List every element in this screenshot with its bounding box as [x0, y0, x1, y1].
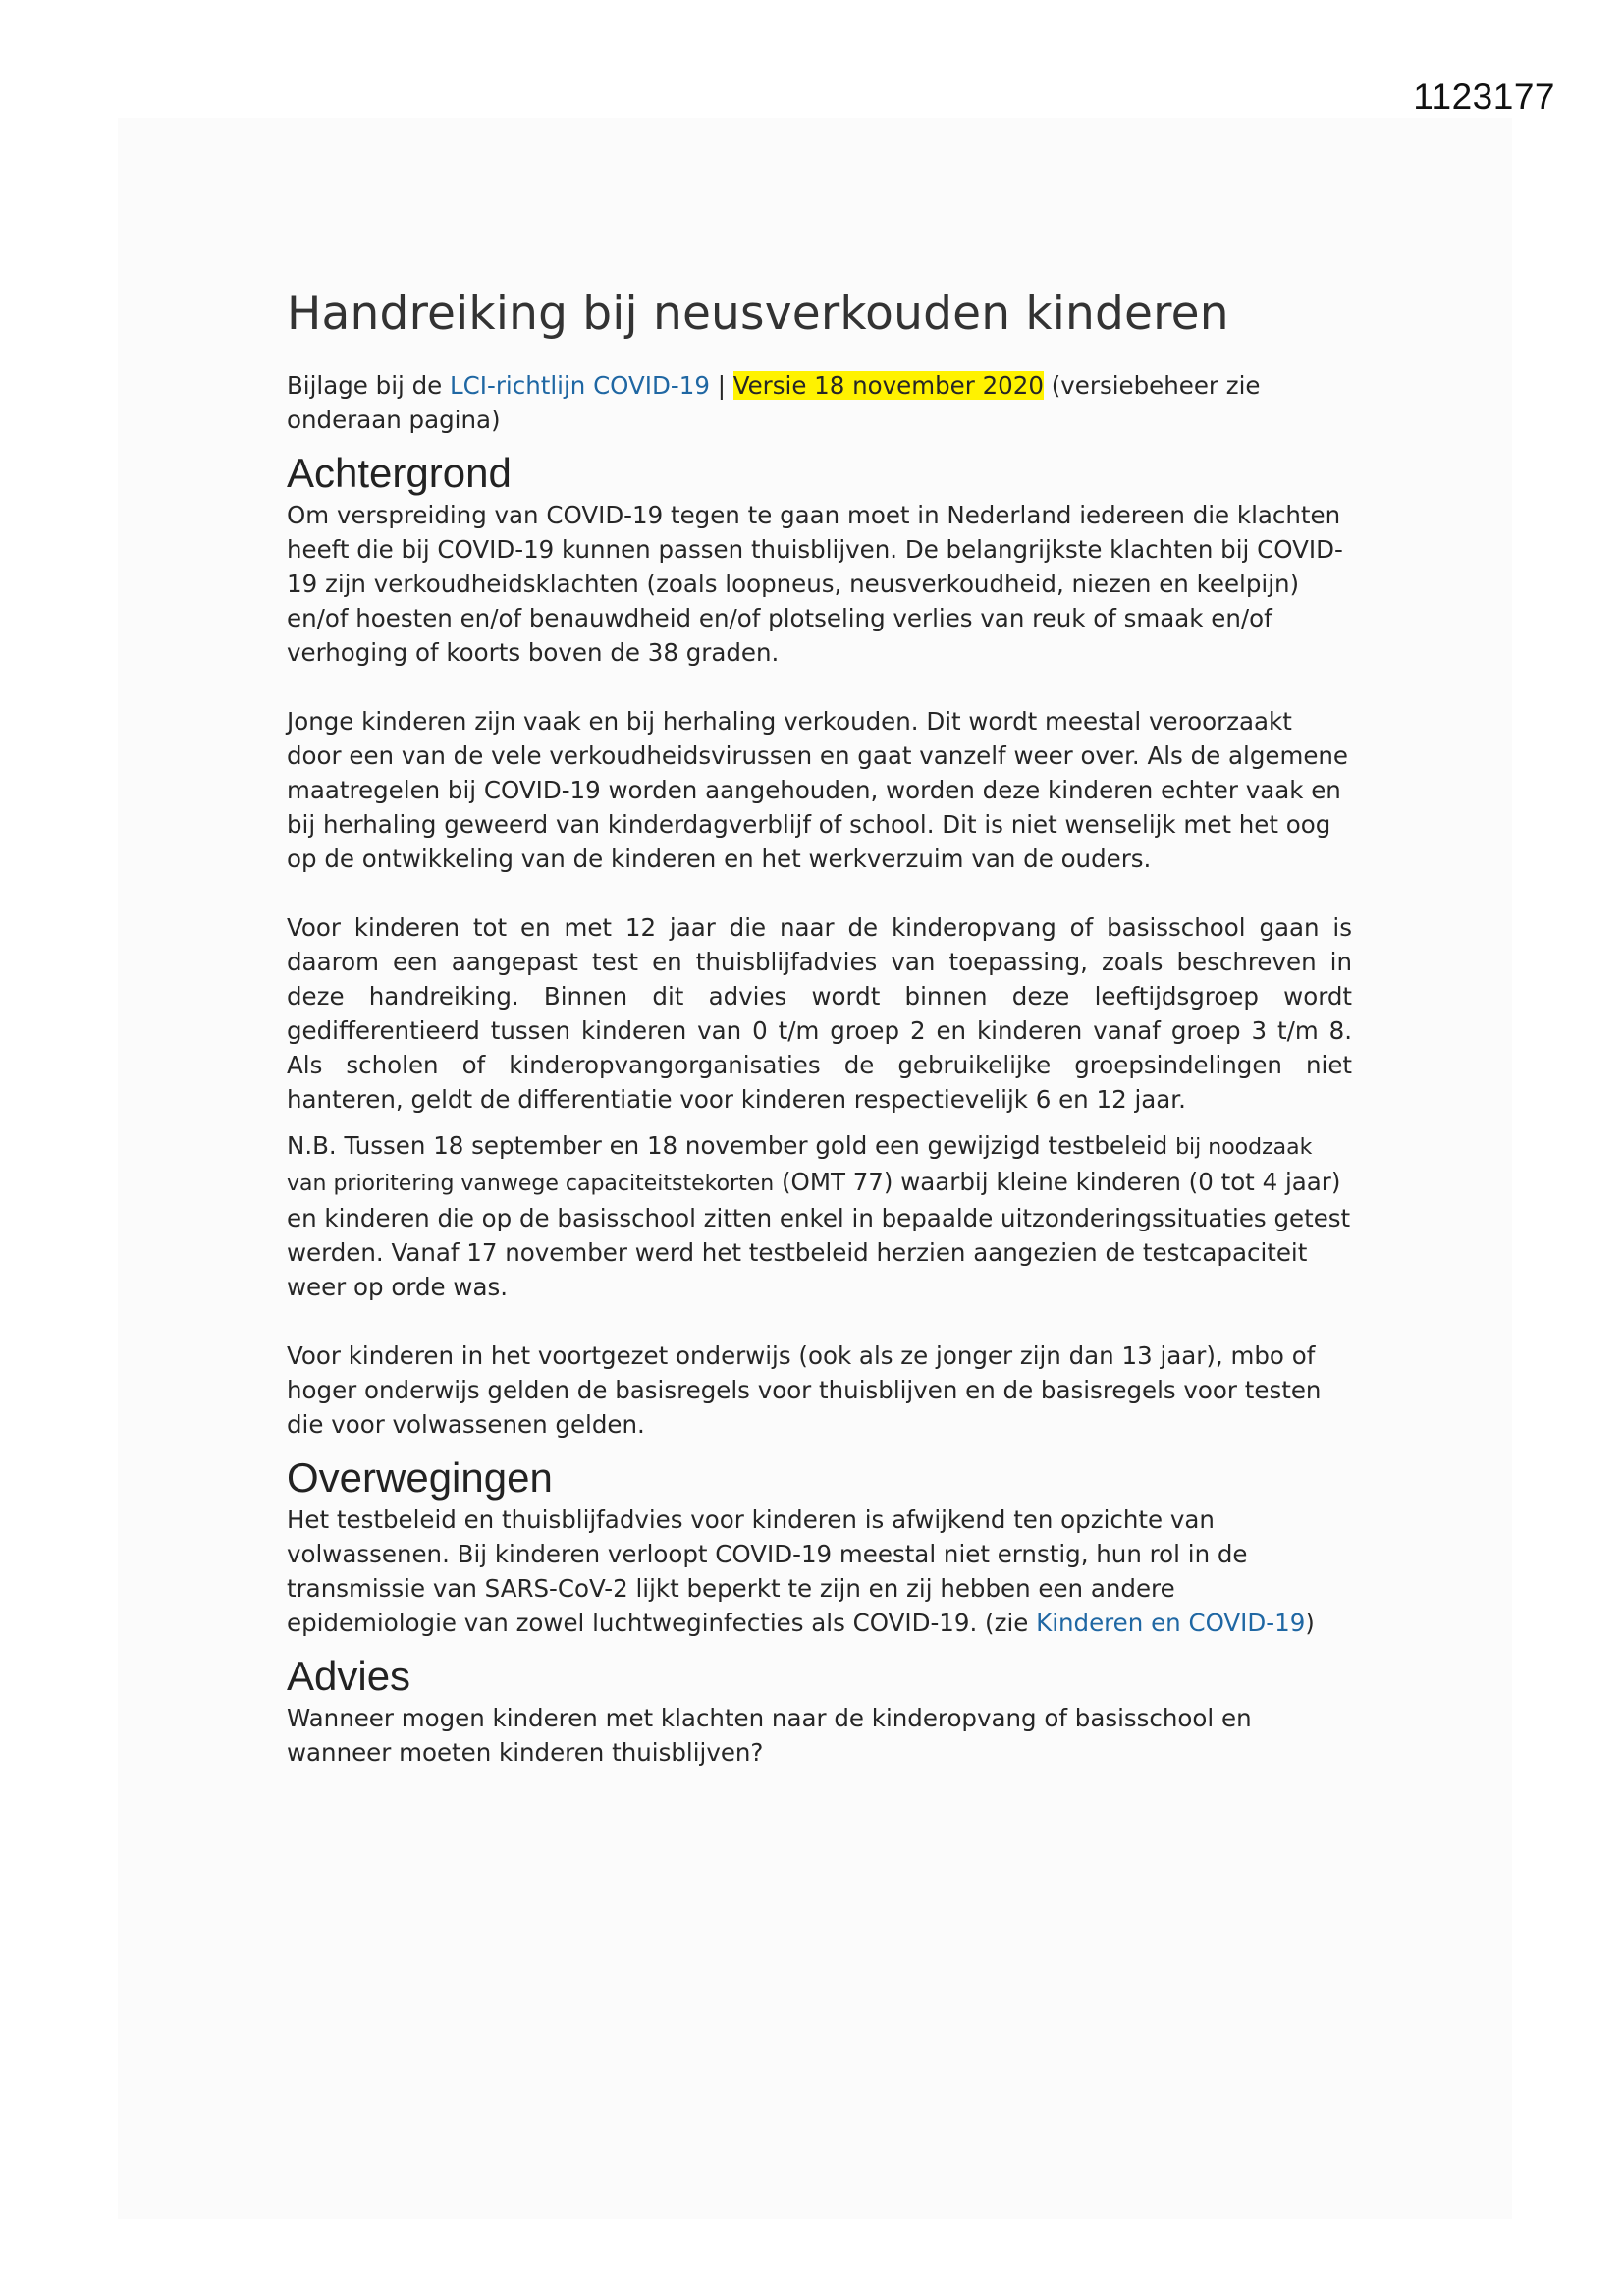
subtitle-prefix: Bijlage bij de	[287, 371, 451, 400]
achtergrond-paragraph-nb	[287, 1128, 1352, 1304]
document-body	[287, 287, 1352, 1770]
kinderen-covid-link[interactable]: Kinderen en COVID-19	[1036, 1609, 1306, 1637]
heading-overwegingen: Overwegingen	[287, 1454, 553, 1501]
achtergrond-paragraph-1: Om verspreiding van COVID-19 tegen te gaan moet in Nederland iedereen die klachten heeft die bij COVID-19 kunnen passen thuisblijven. De belangrijkste klachten bij COVID-19 zijn verkoudheidsklachten (zoals loopneus, neusverkoudheid, niezen en keelpijn) en/of hoesten en/of benauwdheid en/of plotseling verlies van reuk of smaak en/of verhoging of koorts boven de 38 graden.	[287, 501, 1343, 667]
overwegingen-text: Het testbeleid en thuisblijfadvies voor kinderen is afwijkend ten opzichte van volwassenen. Bij kinderen verloopt COVID-19 meestal niet ernstig, hun rol in de transmissie van SARS-CoV-2 lijkt beperkt te zijn en zij hebben een andere epidemiologie van zowel luchtweginfecties als COVID-19. (zie	[287, 1505, 1248, 1637]
nb-text-a: N.B. Tussen 18 september en 18 november gold een gewijzigd testbeleid	[287, 1131, 1176, 1160]
overwegingen-text-end: )	[1305, 1609, 1315, 1637]
nb-text-b: bij noodzaak van prioritering vanwege capaciteitstekorten	[287, 1135, 1313, 1196]
advies-paragraph: Wanneer mogen kinderen met klachten naar de kinderopvang of basisschool en wanneer moeten kinderen thuisblijven?	[287, 1704, 1252, 1767]
page-title: Handreiking bij neusverkouden kinderen	[287, 287, 1229, 341]
lci-richtlijn-link[interactable]: LCI-richtlijn COVID-19	[450, 371, 710, 400]
achtergrond-paragraph-3: Voor kinderen tot en met 12 jaar die naar de kinderopvang of basisschool gaan is daarom een aangepast test en thuisblijfadvies van toepassing, zoals beschreven in deze handreiking. Binnen dit advies wordt binnen deze leeftijdsgroep wordt gedifferentieerd tussen kinderen van 0 t/m groep 2 en kinderen vanaf groep 3 t/m 8. Als scholen of kinderopvangorganisaties de gebruikelijke groepsindelingen niet hanteren, geldt de differentiatie voor kinderen respectievelijk 6 en 12 jaar.	[287, 913, 1352, 1114]
achtergrond-paragraph-5: Voor kinderen in het voortgezet onderwijs (ook als ze jonger zijn dan 13 jaar), mbo of hoger onderwijs gelden de basisregels voor thuisblijven en de basisregels voor testen die voor volwassenen gelden.	[287, 1341, 1322, 1439]
heading-advies: Advies	[287, 1653, 411, 1699]
subtitle-separator: |	[709, 371, 733, 400]
subtitle	[287, 368, 1352, 437]
achtergrond-paragraph-2: Jonge kinderen zijn vaak en bij herhaling verkouden. Dit wordt meestal veroorzaakt door een van de vele verkoudheidsvirussen en gaat vanzelf weer over. Als de algemene maatregelen bij COVID-19 worden aangehouden, worden deze kinderen echter vaak en bij herhaling geweerd van kinderdagverblijf of school. Dit is niet wenselijk met het oog op de ontwikkeling van de kinderen en het werkverzuim van de ouders.	[287, 707, 1348, 873]
nb-text-c: (OMT 77) waarbij kleine kinderen (0 tot 4 jaar) en kinderen die op de basisschool zitten enkel in bepaalde uitzonderingssituaties getest werden. Vanaf 17 november werd het testbeleid herzien aangezien de testcapaciteit weer op orde was.	[287, 1168, 1351, 1301]
document-number: 1123177	[1413, 77, 1555, 117]
overwegingen-paragraph	[287, 1503, 1352, 1640]
subtitle-suffix: (versiebeheer zie onderaan pagina)	[287, 371, 1261, 434]
version-highlight: Versie 18 november 2020	[732, 371, 1044, 400]
heading-achtergrond: Achtergrond	[287, 450, 512, 496]
